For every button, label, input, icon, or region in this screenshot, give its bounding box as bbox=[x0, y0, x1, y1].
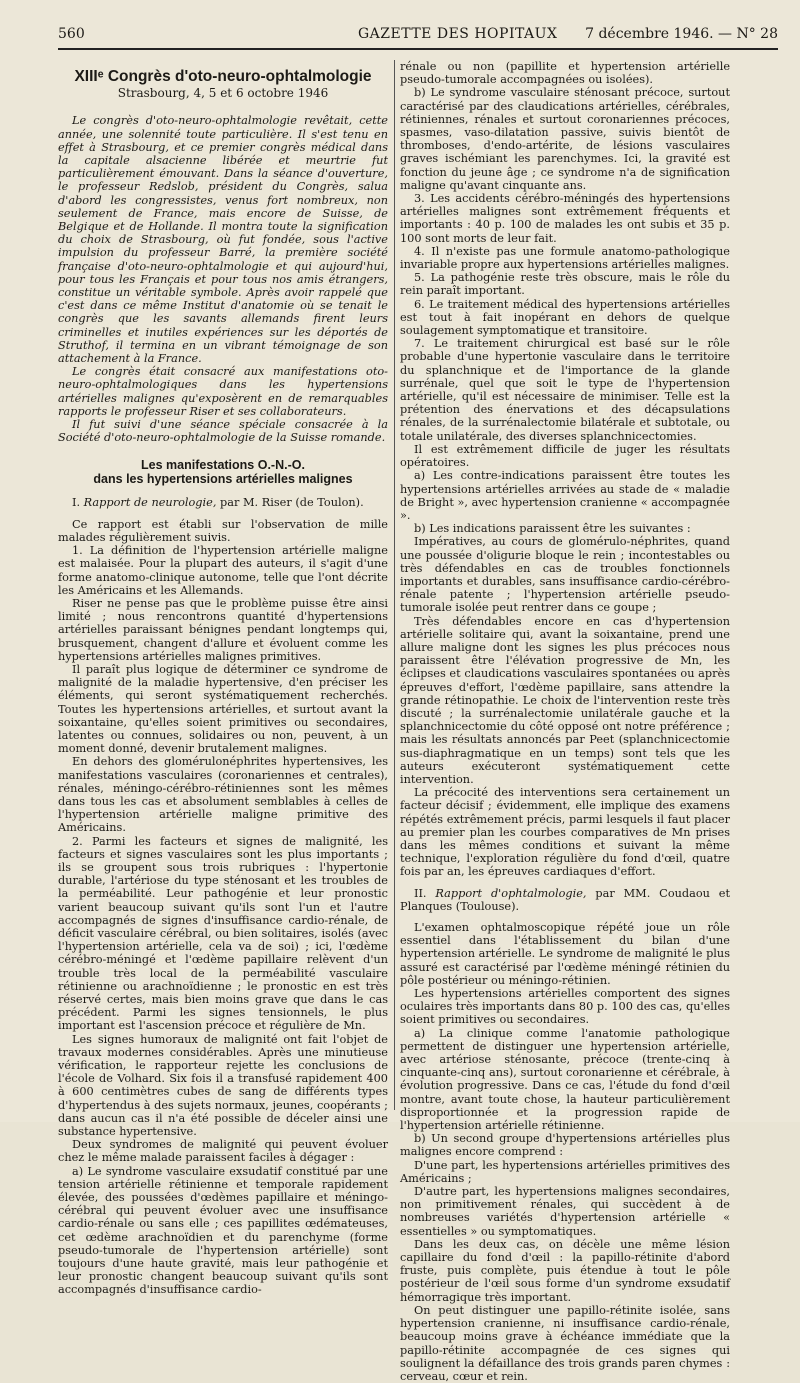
rapport-author: par M. Riser (de Toulon). bbox=[220, 496, 364, 510]
body-paragraph: D'autre part, les hypertensions malignes secondaires, non primitivement rénales, qui succèdent à de nombreuses variétés d'hypertension artérielle « essentielles » ou symptomatiques. bbox=[400, 1185, 730, 1238]
column-divider bbox=[394, 60, 395, 1110]
journal-title: GAZETTE DES HOPITAUX bbox=[358, 26, 558, 42]
body-paragraph: 2. Parmi les facteurs et signes de malignité, les facteurs et signes vasculaires sont les plus importants ; ils se groupent sous trois rubriques : l'hypertonie durable, l'artériose du type sténosant et les troubles de la perméabilité. Leur pathogénie et leur pronostic varient beaucoup suivant qu'ils sont l'un et l'autre accompagnés de signes d'insuffisance cardio-rénale, de déficit vasculaire cérébral, ou bien solitaires, isolés (avec l'hypertension artérielle, cela va de soi) ; ici, l'œdème cérébro-méningé et l'œdème papillaire relèvent d'un trouble très local de la perméabilité vasculaire rétinienne ou arachnoïdienne ; le pronostic en est très réservé certes, mais bien moins grave que dans le cas précédent. Parmi les signes tensionnels, le plus important est l'ascension précoce et régulière de Mn. bbox=[58, 834, 388, 1033]
rapport-title: Rapport de neurologie, bbox=[83, 496, 217, 510]
intro-paragraph: Le congrès d'oto-neuro-ophtalmologie revêtait, cette année, une solennité toute particulière. Il s'est tenu en effet à Strasbourg, et ce premier congrès médical dans la capitale alsacienne libérée et meurtrie fut particulièrement émouvant. Dans la séance d'ouverture, le professeur Redslob, président du Congrès, salua d'abord les congressistes, venus fort nombreux, non seulement de France, mais encore de Suisse, de Belgique et de Hollande. Il montra toute la signification du choix de Strasbourg, où fut fondée, sous l'active impulsion du professeur Barré, la première société française d'oto-neuro-ophtalmologie et qui aujourd'hui, pour tous les Français et pour tous nos amis étrangers, constitue un véritable symbole. Après avoir rappelé que c'est dans ce même Institut d'anatomie où se tenait le congrès que les savants allemands firent leurs criminelles et inutiles expériences sur les déportés de Struthof, il termina en un vibrant témoignage de son attachement à la France. bbox=[58, 114, 388, 366]
body-paragraph: rénale ou non (papillite et hypertension artérielle pseudo-tumorale accompagnées ou isolées). bbox=[400, 60, 730, 87]
body-paragraph: b) Le syndrome vasculaire sténosant précoce, surtout caractérisé par des claudications artérielles, cérébrales, rétiniennes, rénales et surtout coronariennes précoces, spasmes, vaso-dilatation passive, suivis bientôt de thromboses, d'endo-artérite, de lésions vasculaires graves ischémiant les parenchymes. Ici, la gravité est fonction du jeune âge ; ce syndrome n'a de signification maligne qu'avant cinquante ans. bbox=[400, 86, 730, 192]
body-paragraph: Ce rapport est établi sur l'observation de mille malades régulièrement suivis. bbox=[58, 517, 388, 544]
spacer bbox=[400, 879, 730, 887]
body-paragraph: b) Les indications paraissent être les suivantes : bbox=[414, 522, 691, 536]
body-paragraph: L'examen ophtalmoscopique répété joue un rôle essentiel dans l'établissement du bilan d'une hypertension artérielle. Le syndrome de malignité le plus assuré est caractérisé par l'œdème méningé rétinien du pôle postérieur ou méningo-rétinien. bbox=[400, 921, 730, 987]
left-column bbox=[58, 60, 388, 1297]
body-paragraph: Riser ne pense pas que le problème puisse être ainsi limité ; nous rencontrons quantité d'hypertensions artérielles paraissant bénignes pendant longtemps qui, brusquement, changent d'allure et évoluent comme les hypertensions artérielles malignes primitives. bbox=[58, 596, 388, 663]
rapport-heading bbox=[400, 887, 730, 913]
body-paragraph: 1. La définition de l'hypertension artérielle maligne est malaisée. Pour la plupart des auteurs, il s'agit d'une forme anatomo-clinique autonome, telle que l'ont décrite les Américains et les Allemands. bbox=[58, 544, 388, 597]
intro-paragraph: Il fut suivi d'une séance spéciale consacrée à la Société d'oto-neuro-ophtalmologie de la Suisse romande. bbox=[58, 418, 388, 445]
body-paragraph: Deux syndromes de malignité qui peuvent évoluer chez le même malade paraissent faciles à dégager : bbox=[58, 1138, 388, 1165]
body-paragraph: Les hypertensions artérielles comportent des signes oculaires très importants dans 80 p. 100 des cas, qu'elles soient primitives ou secondaires. bbox=[400, 987, 730, 1027]
body-paragraph: 7. Le traitement chirurgical est basé sur le rôle probable d'une hypertonie vasculaire dans le territoire du splanchnique et de l'importance de la glande surrénale, quel que soit le type de l'hypertension artérielle, qu'il est nécessaire de minimiser. Telle est la prétention des énervations et des décapsulations rénales, de la surrénalectomie bilatérale et subtotale, ou totale unilatérale, des diverses splanchnicectomies. bbox=[400, 337, 730, 443]
page-header bbox=[58, 22, 778, 50]
page-number: 560 bbox=[58, 26, 85, 42]
body-paragraph: 4. Il n'existe pas une formule anatomo-pathologique invariable propre aux hypertensions artérielles malignes. bbox=[400, 244, 730, 272]
body-paragraph: Très défendables encore en cas d'hypertension artérielle solitaire qui, avant la soixantaine, prend une allure maligne dont les signes les plus précoces nous paraissent être l'élévation progressive de Mn, les éclipses et claudications vasculaires spontanées ou après épreuves d'effort, l'œdème papillaire, sans attendre la grande rétinopathie. Le choix de l'intervention reste très discuté ; la surrénalectomie unilatérale gauche et la splanchnicectomie du côté opposé ont notre préférence ; mais les résultats annoncés par Peet (splanchnicectomie sus-diaphragmatique en un temps) sont tels que les auteurs exécuteront systématiquement cette intervention. bbox=[400, 614, 730, 786]
body-paragraph: a) Les contre-indications paraissent être toutes les hypertensions artérielles arrivées au stade de « maladie de Bright », avec hypertension cranienne « accompagnée ». bbox=[400, 469, 730, 522]
intro-block bbox=[58, 114, 388, 444]
rapport-author: par MM. Coudaou et Planques (Toulouse). bbox=[400, 886, 731, 913]
body-paragraph: Il paraît plus logique de déterminer ce syndrome de malignité de la maladie hypertensive, d'en préciser les éléments, qui seront systématiquement recherchés. Toutes les hypertensions artérielles, et surtout avant la soixantaine, qu'elles soient primitives ou secondaires, latentes ou connues, solidaires ou non, peuvent, à un moment donné, devenir brutalement malignes. bbox=[58, 662, 388, 756]
body-paragraph: 5. La pathogénie reste très obscure, mais le rôle du rein paraît important. bbox=[400, 271, 730, 298]
congress-title: XIIIᵉ Congrès d'oto-neuro-ophtalmologie bbox=[74, 68, 372, 85]
section-heading-line-1: Les manifestations O.-N.-O. bbox=[141, 458, 305, 473]
body-paragraph: 6. Le traitement médical des hypertensions artérielles est tout à fait inopérant en dehors de quelque soulagement symptomatique et transitoire. bbox=[400, 297, 730, 338]
body-paragraph: On peut distinguer une papillo-rétinite isolée, sans hypertension cranienne, ni insuffisance cardio-rénale, beaucoup moins grave à échéance immédiate que la papillo-rétinite accompagnée de ces signes qui soulignent la défaillance des trois grands paren chymes : cerveau, cœur et rein. bbox=[400, 1303, 730, 1383]
rapport-heading bbox=[58, 496, 388, 509]
section-heading bbox=[58, 458, 388, 486]
body-paragraph: 3. Les accidents cérébro-méningés des hypertensions artérielles malignes sont extrêmement fréquents et importants : 40 p. 100 de malades les ont subis et 35 p. 100 sont morts de leur fait. bbox=[400, 192, 730, 245]
body-paragraph: La précocité des interventions sera certainement un facteur décisif ; évidemment, elle implique des examens répétés extrêmement précis, parmi lesquels il faut placer au premier plan les courbes comparatives de Mn prises dans les mêmes conditions et suivant la même technique, l'exploration régulière du fond d'œil, quatre fois par an, les épreuves cardiaques d'effort. bbox=[400, 786, 730, 879]
rapport-title: Rapport d'ophtalmologie, bbox=[435, 886, 587, 900]
body-paragraph: a) La clinique comme l'anatomie pathologique permettent de distinguer une hypertension artérielle, avec artériose sténosante, précoce (trente-cinq à cinquante-cinq ans), surtout coronarienne et cérébrale, à évolution progressive. Dans ce cas, l'étude du fond d'œil montre, avant toute chose, la hauteur particulièrement disproportionnée et la progression rapide de l'hypertension artérielle rétinienne. bbox=[400, 1026, 730, 1133]
body-paragraph: a) Le syndrome vasculaire exsudatif constitué par une tension artérielle rétinienne et temporale rapidement élevée, des poussées d'œdèmes papillaire et méningo-cérébral qui peuvent évoluer avec une insuffisance cardio-rénale ou sans elle ; ces papillites œdémateuses, cet œdème arachnoïdien et du parenchyme (forme pseudo-tumorale de l'hypertension artérielle) sont toujours d'une haute gravité, mais leur pathogénie et leur pronostic changent beaucoup suivant qu'ils sont accompagnés d'insuffisance cardio- bbox=[58, 1164, 388, 1297]
body-paragraph: En dehors des glomérulonéphrites hypertensives, les manifestations vasculaires (coronariennes et centrales), rénales, méningo-cérébro-rétiniennes sont les mêmes dans tous les cas et absolument semblables à celles de l'hypertension artérielle maligne primitive des Américains. bbox=[58, 755, 388, 835]
body-paragraph: Il est extrêmement difficile de juger les résultats opératoires. bbox=[400, 442, 730, 470]
rapport-number: I. bbox=[72, 496, 81, 510]
body-paragraph: Les signes humoraux de malignité ont fait l'objet de travaux modernes considérables. Après une minutieuse vérification, le rapporteur rejette les conclusions de l'école de Volhard. Six fois il a transfusé rapidement 400 à 600 centimètres cubes de sang de différents types d'hypertendus à des sujets normaux, jeunes, coopérants ; dans aucun cas il n'a été possible de déceler ainsi une substance hypertensive. bbox=[58, 1032, 388, 1139]
body-paragraph: b) Un second groupe d'hypertensions artérielles plus malignes encore comprend : bbox=[400, 1132, 730, 1159]
body-paragraph: Impératives, au cours de glomérulo-néphrites, quand une poussée d'oligurie bloque le rein ; incontestables ou très défendables en cas de troubles fonctionnels importants et durables, sans insuffisance cardio-cérébro-rénale patente ; l'hypertension artérielle pseudo-tumorale isolée peut rentrer dans ce goupe ; bbox=[400, 535, 730, 615]
congress-subtitle: Strasbourg, 4, 5 et 6 octobre 1946 bbox=[117, 86, 329, 101]
rapport-number: II. bbox=[414, 886, 427, 900]
body-paragraph: Dans les deux cas, on décèle une même lésion capillaire du fond d'œil : la papillo-rétinite d'abord fruste, puis complète, puis étendue à tout le pôle postérieur de l'œil sous forme d'un syndrome exsudatif hémorragique très important. bbox=[400, 1237, 730, 1304]
intro-paragraph: Le congrès était consacré aux manifestations oto-neuro-ophtalmologiques dans les hypertensions artérielles malignes qu'exposèrent en de remarquables rapports le professeur Riser et ses collaborateurs. bbox=[58, 365, 388, 418]
section-heading-line-2: dans les hypertensions artérielles malignes bbox=[93, 472, 353, 487]
body-paragraph: D'une part, les hypertensions artérielles primitives des Américains ; bbox=[400, 1158, 730, 1185]
issue-date: 7 décembre 1946. — N° 28 bbox=[585, 26, 778, 42]
right-column bbox=[400, 60, 731, 1383]
